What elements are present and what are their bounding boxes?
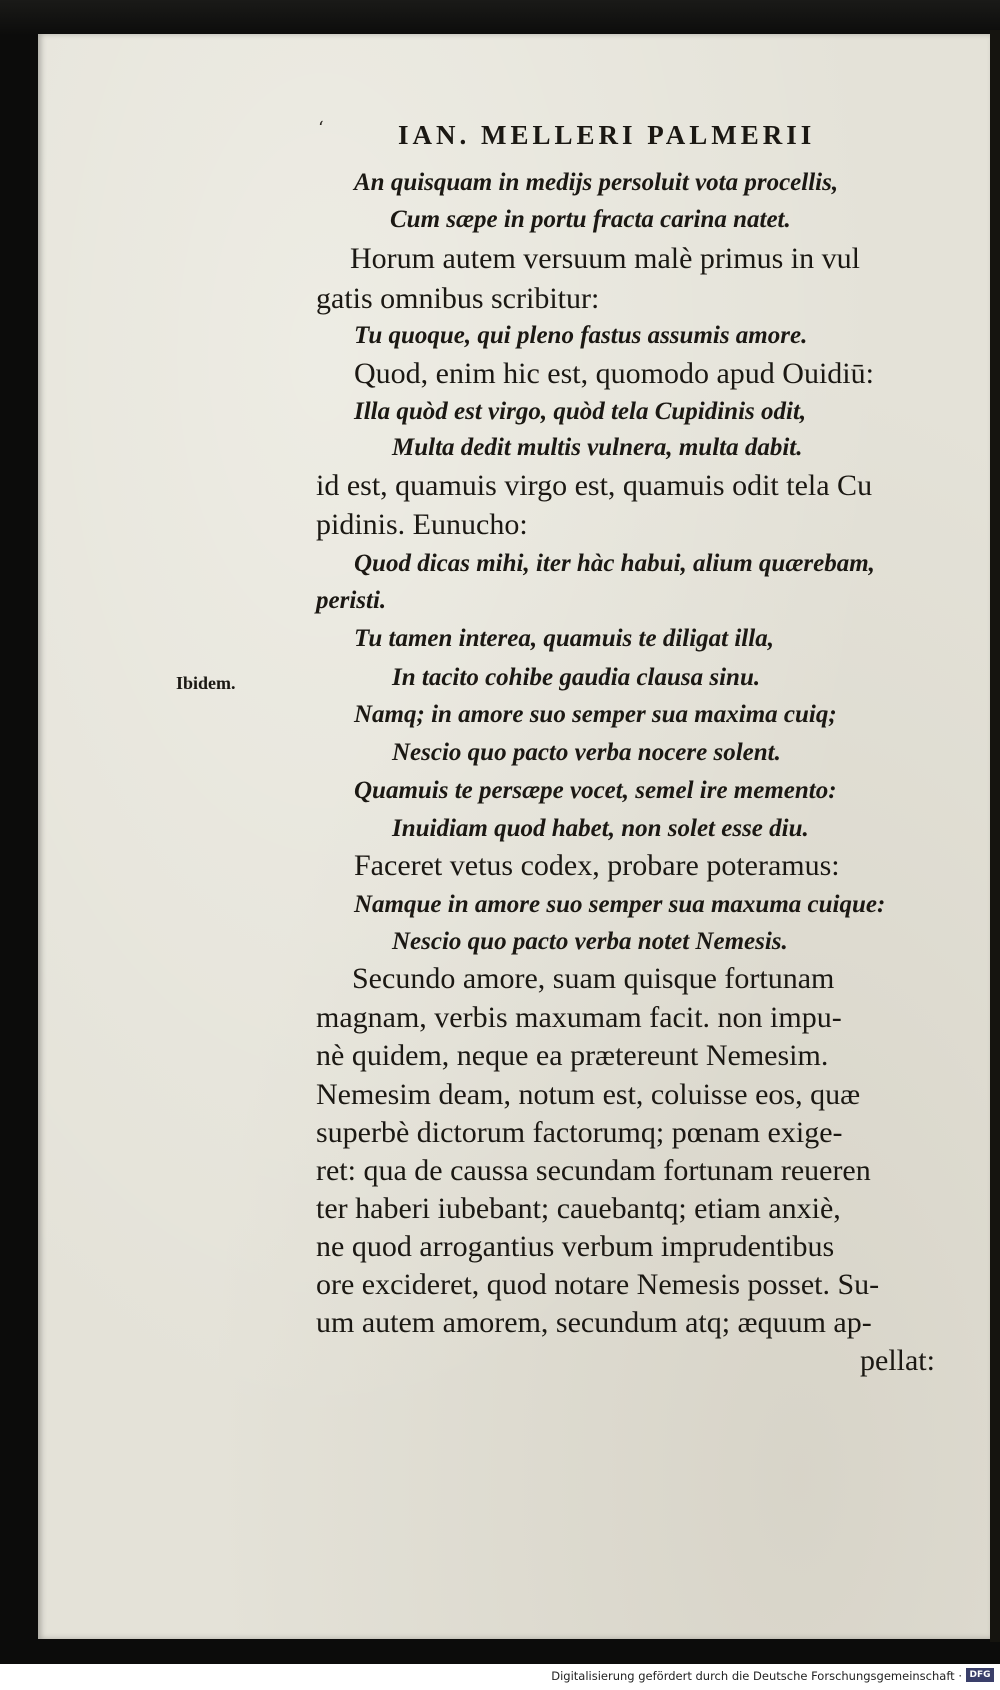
text-line: Cum sæpe in portu fracta carina natet. [390, 206, 791, 233]
text-line: ter haberi iubebant; cauebantq; etiam anxiè, [316, 1192, 841, 1225]
text-line: In tacito cohibe gaudia clausa sinu. [392, 664, 761, 691]
text-line: ret: qua de caussa secundam fortunam reueren [316, 1154, 871, 1187]
text-line: id est, quamuis virgo est, quamuis odit tela Cu [316, 469, 873, 502]
text-line: Nemesim deam, notum est, coluisse eos, quæ [316, 1078, 861, 1111]
dfg-logo: DFG [966, 1668, 994, 1682]
text-line: pidinis. Eunucho: [316, 508, 528, 541]
text-line: Horum autem versuum malè primus in vul [350, 242, 860, 275]
page-gutter-edge [990, 30, 1000, 1642]
page-blemish: ‘ [318, 118, 324, 139]
text-line: Nescio quo pacto verba notet Nemesis. [392, 928, 788, 955]
running-head: IAN. MELLERI PALMERII [398, 120, 816, 150]
text-line: ne quod arrogantius verbum imprudentibus [316, 1230, 835, 1263]
text-line: Faceret vetus codex, probare poteramus: [354, 849, 840, 882]
text-line: Inuidiam quod habet, non solet esse diu. [392, 815, 809, 842]
catchword: pellat: [860, 1344, 935, 1377]
text-line: magnam, verbis maxumam facit. non impu- [316, 1001, 842, 1034]
text-line: Multa dedit multis vulnera, multa dabit. [392, 434, 803, 461]
funding-credit: Digitalisierung gefördert durch die Deutsche Forschungsgemeinschaft · [551, 1669, 962, 1683]
text-line: um autem amorem, secundum atq; æquum ap- [316, 1306, 872, 1339]
text-line: Tu quoque, qui pleno fastus assumis amore. [354, 322, 808, 349]
text-line: peristi. [316, 587, 387, 614]
text-line: nè quidem, neque ea prætereunt Nemesim. [316, 1039, 829, 1072]
text-line: Nescio quo pacto verba nocere solent. [392, 739, 781, 766]
digitization-footer [0, 1664, 1000, 1690]
text-line: Tu tamen interea, quamuis te diligat illa, [354, 625, 774, 652]
text-line: Quod dicas mihi, iter hàc habui, alium quærebam, [354, 550, 875, 577]
text-line: Secundo amore, suam quisque fortunam [352, 962, 835, 995]
text-line: Quamuis te persæpe vocet, semel ire memento: [354, 777, 837, 804]
text-line: Quod, enim hic est, quomodo apud Ouidiū: [354, 357, 874, 390]
text-line: superbè dictorum factorumq; pœnam exige- [316, 1116, 843, 1149]
text-line: ore excideret, quod notare Nemesis posset. Su- [316, 1268, 880, 1301]
text-line: An quisquam in medijs persoluit vota procellis, [354, 169, 839, 196]
text-line: gatis omnibus scribitur: [316, 282, 600, 315]
text-line: Namque in amore suo semper sua maxuma cuique: [354, 891, 886, 918]
scanner-top-strip [0, 0, 1000, 36]
text-line: Illa quòd est virgo, quòd tela Cupidinis odit, [354, 398, 807, 425]
margin-note: Ibidem. [176, 673, 236, 693]
text-line: Namq; in amore suo semper sua maxima cuiq; [354, 701, 837, 728]
